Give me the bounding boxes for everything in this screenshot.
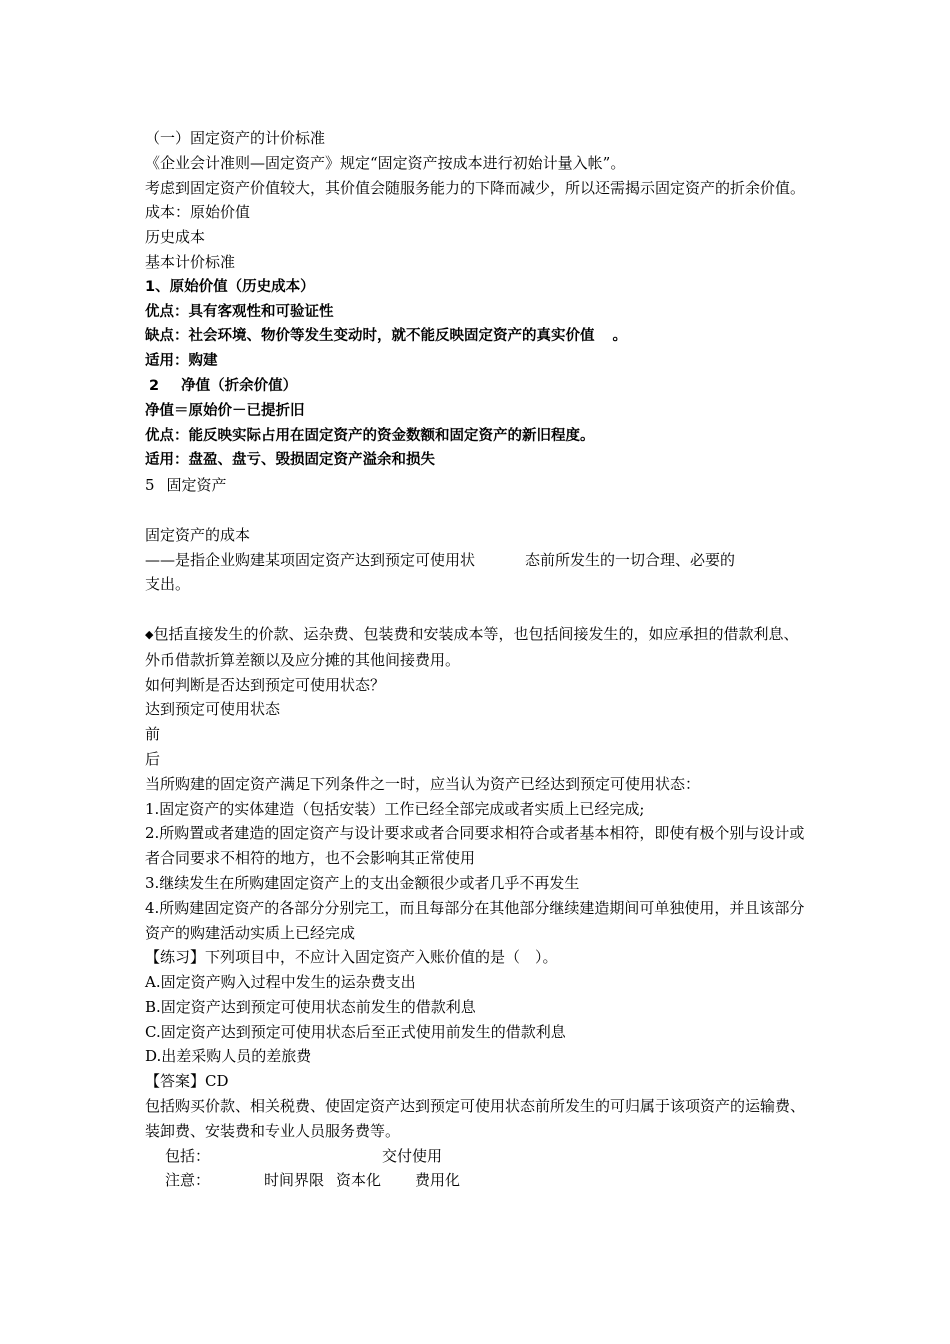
includes-paragraph: 包括购买价款、相关税费、使固定资产达到预定可使用状态前所发生的可归属于该项资产的运输费、装卸费、安装费和专业人员服务费等。 bbox=[145, 1097, 806, 1140]
bold-advantage: 优点：具有客观性和可验证性 bbox=[145, 303, 334, 320]
blank-line bbox=[145, 597, 810, 622]
document-body bbox=[145, 126, 810, 1193]
expense: 费用化 bbox=[415, 1171, 461, 1190]
question-line: 如何判断是否达到预定可使用状态？ bbox=[145, 675, 386, 694]
condition-2: 2.所购置或者建造的固定资产与设计要求或者合同要求相符合或者基本相符，即使有极个别与设计或者合同要求不相符的地方，也不会影响其正常使用 bbox=[145, 824, 805, 868]
paragraph-net-value-reason: 考虑到固定资产价值较大，其价值会随服务能力的下降而减少，所以还需揭示固定资产的折余价值。 bbox=[145, 178, 806, 197]
diamond-bullet-icon: ◆ bbox=[145, 627, 154, 641]
capitalize: 资本化 bbox=[336, 1171, 382, 1190]
bold-disadvantage-period: 。 bbox=[612, 328, 627, 345]
bullet-text: 包括直接发生的价款、运杂费、包装费和安装成本等，也包括间接发生的，如应承担的借款利息、外币借款折算差额以及应分摊的其他间接费用。 bbox=[145, 624, 799, 669]
standard-quote: 《企业会计准则—固定资产》规定“固定资产按成本进行初始计量入帐”。 bbox=[145, 153, 626, 172]
definition-part-1: ——是指企业购建某项固定资产达到预定可使用状 bbox=[145, 550, 476, 569]
text-cost-original: 成本：原始价值 bbox=[145, 203, 251, 222]
conditions-intro: 当所购建的固定资产满足下列条件之一时，应当认为资产已经达到预定可使用状态： bbox=[145, 774, 701, 793]
text-after: 后 bbox=[145, 749, 161, 768]
section-heading: （一）固定资产的计价标准 bbox=[145, 129, 326, 147]
section-fixed-assets: 固定资产 bbox=[166, 476, 227, 495]
note-label: 注意： bbox=[165, 1171, 211, 1190]
time-boundary: 时间界限 bbox=[264, 1171, 325, 1190]
condition-4: 4.所购建固定资产的各部分分别完工，而且每部分在其他部分继续建造期间可单独使用，并且该部分资产的购建活动实质上已经完成 bbox=[145, 898, 805, 942]
bold-heading-net-value bbox=[145, 374, 810, 399]
option-c: C.固定资产达到预定可使用状态后至正式使用前发生的借款利息 bbox=[145, 1022, 566, 1041]
includes-label: 包括： bbox=[165, 1146, 211, 1165]
bold-net-value-formula: 净值＝原始价－已提折旧 bbox=[145, 402, 305, 419]
delivery-use: 交付使用 bbox=[382, 1146, 443, 1165]
section-number: 5 bbox=[145, 476, 155, 495]
answer-line: 【答案】CD bbox=[145, 1072, 229, 1091]
bold-net-value-applicable: 适用：盘盈、盘亏、毁损固定资产溢余和损失 bbox=[145, 452, 435, 469]
condition-3: 3.继续发生在所购建固定资产上的支出金额很少或者几乎不再发生 bbox=[145, 873, 580, 892]
definition-line bbox=[145, 548, 810, 573]
definition-end: 支出。 bbox=[145, 575, 191, 594]
bold-applicable-purchase: 适用：购建 bbox=[145, 353, 218, 370]
option-d: D.出差采购人员的差旅费 bbox=[145, 1047, 312, 1066]
condition-1: 1.固定资产的实体建造（包括安装）工作已经全部完成或者实质上已经完成; bbox=[145, 799, 645, 818]
option-b: B.固定资产达到预定可使用状态前发生的借款利息 bbox=[145, 997, 476, 1016]
text-basic-standard: 基本计价标准 bbox=[145, 252, 236, 271]
note-line bbox=[145, 1168, 810, 1193]
definition-part-2: 态前所发生的一切合理、必要的 bbox=[525, 550, 736, 569]
net-value-number: 2 bbox=[149, 377, 160, 394]
text-fixed-asset-cost: 固定资产的成本 bbox=[145, 525, 251, 544]
text-ready-state: 达到预定可使用状态 bbox=[145, 700, 281, 719]
bold-heading-original-value: 1、原始价值（历史成本） bbox=[145, 278, 315, 295]
bold-disadvantage-text: 缺点：社会环境、物价等发生变动时，就不能反映固定资产的真实价值 bbox=[145, 328, 595, 345]
bold-net-value-advantage: 优点：能反映实际占用在固定资产的资金数额和固定资产的新旧程度。 bbox=[145, 427, 595, 444]
exercise-question: 【练习】下列项目中，不应计入固定资产入账价值的是（ ）。 bbox=[145, 948, 558, 967]
blank-line bbox=[145, 498, 810, 523]
text-before: 前 bbox=[145, 725, 161, 744]
includes-line bbox=[145, 1144, 810, 1169]
bullet-paragraph bbox=[145, 622, 810, 673]
bold-disadvantage bbox=[145, 324, 810, 349]
text-five-fixed-assets bbox=[145, 473, 810, 498]
text-historical-cost: 历史成本 bbox=[145, 228, 206, 247]
net-value-title: 净值（折余价值） bbox=[181, 377, 298, 394]
option-a: A.固定资产购入过程中发生的运杂费支出 bbox=[145, 973, 416, 992]
